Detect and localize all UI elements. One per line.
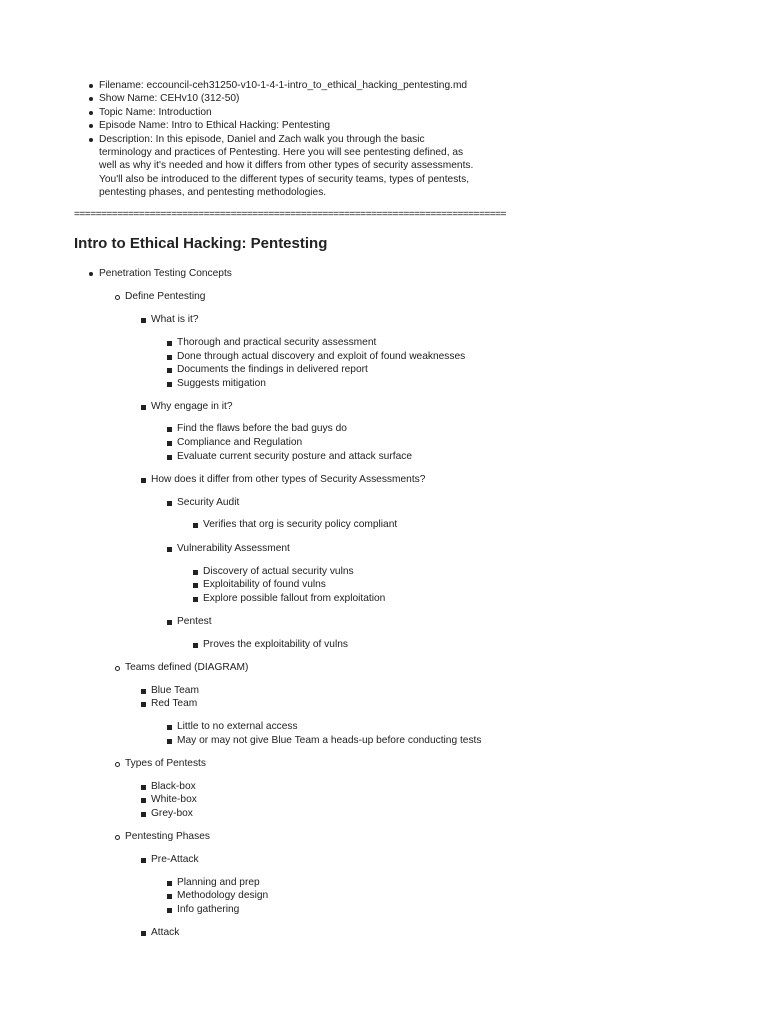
outline-item: Types of Pentests — [125, 758, 206, 769]
separator-line: ================================================================================ — [74, 209, 506, 220]
outline-item: Attack — [151, 927, 180, 938]
outline-item: Verifies that org is security policy compliant — [203, 519, 398, 530]
outline-item: Proves the exploitability of vulns — [203, 639, 348, 650]
outline-item: May or may not give Blue Team a heads-up before conducting tests — [177, 735, 482, 746]
outline-item: Penetration Testing Concepts — [99, 268, 232, 279]
page-title: Intro to Ethical Hacking: Pentesting — [74, 235, 328, 252]
outline-item: Define Pentesting — [125, 291, 206, 302]
metadata-episode-name: Episode Name: Intro to Ethical Hacking: Pentesting — [99, 119, 479, 132]
outline-item: Why engage in it? — [151, 401, 233, 412]
outline-item: Info gathering — [177, 904, 240, 915]
metadata-list — [99, 79, 479, 200]
outline-item: Vulnerability Assessment — [177, 543, 290, 554]
outline-item: Find the flaws before the bad guys do — [177, 423, 347, 434]
outline-item: Pre-Attack — [151, 854, 199, 865]
outline-item: Pentest — [177, 616, 212, 627]
outline-item: Explore possible fallout from exploitation — [203, 593, 386, 604]
outline-item: What is it? — [151, 314, 199, 325]
outline-item: How does it differ from other types of Security Assessments? — [151, 474, 426, 485]
outline-item: Blue Team — [151, 685, 199, 696]
outline-item: Pentesting Phases — [125, 831, 210, 842]
metadata-description: Description: In this episode, Daniel and Zach walk you through the basic terminology and practices of Pentesting. Here you will see pentesting defined, as well as why it's needed and how it differs from other types of security assessments. You'll also be introduced to the different types of security teams, types of pentests, pentesting phases, and pentesting methodologies. — [99, 133, 479, 200]
outline-item: Suggests mitigation — [177, 378, 266, 389]
outline-item: Done through actual discovery and exploit of found weaknesses — [177, 351, 466, 362]
outline-item: Black-box — [151, 781, 196, 792]
outline-item: Thorough and practical security assessment — [177, 337, 377, 348]
metadata-filename: Filename: eccouncil-ceh31250-v10-1-4-1-intro_to_ethical_hacking_pentesting.md — [99, 79, 479, 92]
outline-item: Teams defined (DIAGRAM) — [125, 662, 249, 673]
metadata-topic-name: Topic Name: Introduction — [99, 106, 479, 119]
outline-item: Grey-box — [151, 808, 193, 819]
outline-item: Security Audit — [177, 497, 240, 508]
outline-item: Little to no external access — [177, 721, 298, 732]
outline-item: White-box — [151, 794, 197, 805]
outline-item: Planning and prep — [177, 877, 260, 888]
outline-item: Discovery of actual security vulns — [203, 566, 354, 577]
outline-item: Compliance and Regulation — [177, 437, 303, 448]
outline-item: Exploitability of found vulns — [203, 579, 326, 590]
outline-item: Methodology design — [177, 890, 269, 901]
metadata-show-name: Show Name: CEHv10 (312-50) — [99, 92, 479, 105]
outline-item: Documents the findings in delivered report — [177, 364, 368, 375]
outline-item: Evaluate current security posture and attack surface — [177, 451, 412, 462]
outline-item: Red Team — [151, 698, 198, 709]
